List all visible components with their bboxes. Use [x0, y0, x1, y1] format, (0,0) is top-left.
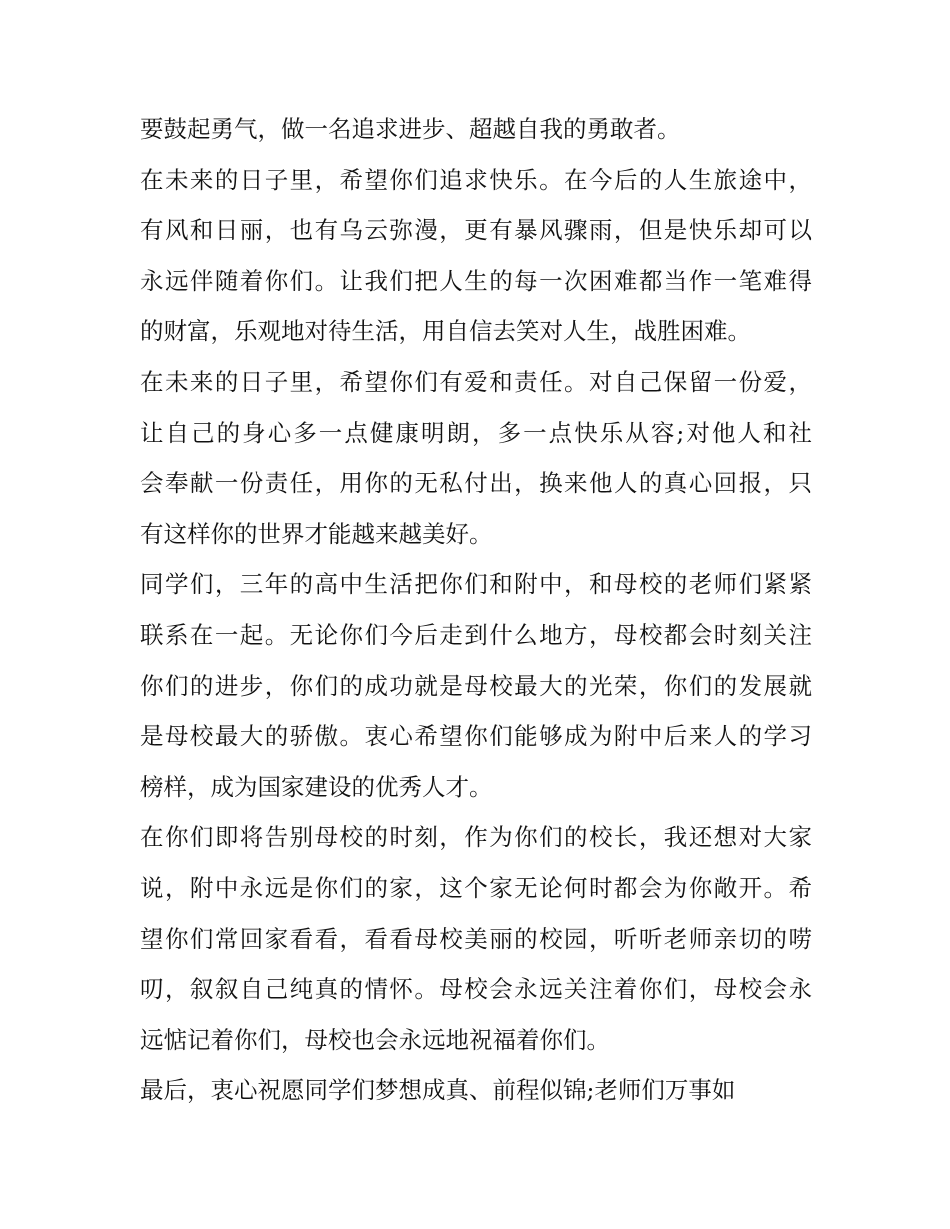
text-line: 叨，叙叙自己纯真的情怀。母校会永远关注着你们，母校会永	[140, 975, 812, 1004]
text-line: 榜样，成为国家建设的优秀人才。	[140, 772, 493, 801]
text-line: 同学们，三年的高中生活把你们和附中，和母校的老师们紧紧	[140, 570, 812, 599]
text-line: 说，附中永远是你们的家，这个家无论何时都会为你敞开。希	[140, 873, 812, 902]
text-line: 联系在一起。无论你们今后走到什么地方，母校都会时刻关注	[140, 620, 812, 649]
text-line: 有风和日丽，也有乌云弥漫，更有暴风骤雨，但是快乐却可以	[140, 216, 812, 245]
text-line: 是母校最大的骄傲。衷心希望你们能够成为附中后来人的学习	[140, 722, 812, 751]
text-line: 的财富，乐观地对待生活，用自信去笑对人生，战胜困难。	[140, 317, 751, 346]
text-line: 在未来的日子里，希望你们有爱和责任。对自己保留一份爱，	[140, 367, 812, 396]
text-line: 永远伴随着你们。让我们把人生的每一次困难都当作一笔难得	[140, 266, 812, 295]
text-line: 望你们常回家看看，看看母校美丽的校园，听听老师亲切的唠	[140, 924, 812, 953]
text-line: 在你们即将告别母校的时刻，作为你们的校长，我还想对大家	[140, 823, 812, 852]
document-body	[140, 104, 812, 1116]
text-line: 你们的进步，你们的成功就是母校最大的光荣，你们的发展就	[140, 671, 812, 700]
text-line: 在未来的日子里，希望你们追求快乐。在今后的人生旅途中，	[140, 165, 812, 194]
text-line: 有这样你的世界才能越来越美好。	[140, 519, 493, 548]
text-line: 最后，衷心祝愿同学们梦想成真、前程似锦;老师们万事如	[140, 1076, 736, 1105]
text-line: 会奉献一份责任，用你的无私付出，换来他人的真心回报，只	[140, 469, 812, 498]
text-line: 要鼓起勇气，做一名追求进步、超越自我的勇敢者。	[140, 115, 681, 143]
text-line: 让自己的身心多一点健康明朗，多一点快乐从容;对他人和社	[140, 418, 812, 447]
text-line: 远惦记着你们，母校也会永远地祝福着你们。	[140, 1025, 610, 1054]
